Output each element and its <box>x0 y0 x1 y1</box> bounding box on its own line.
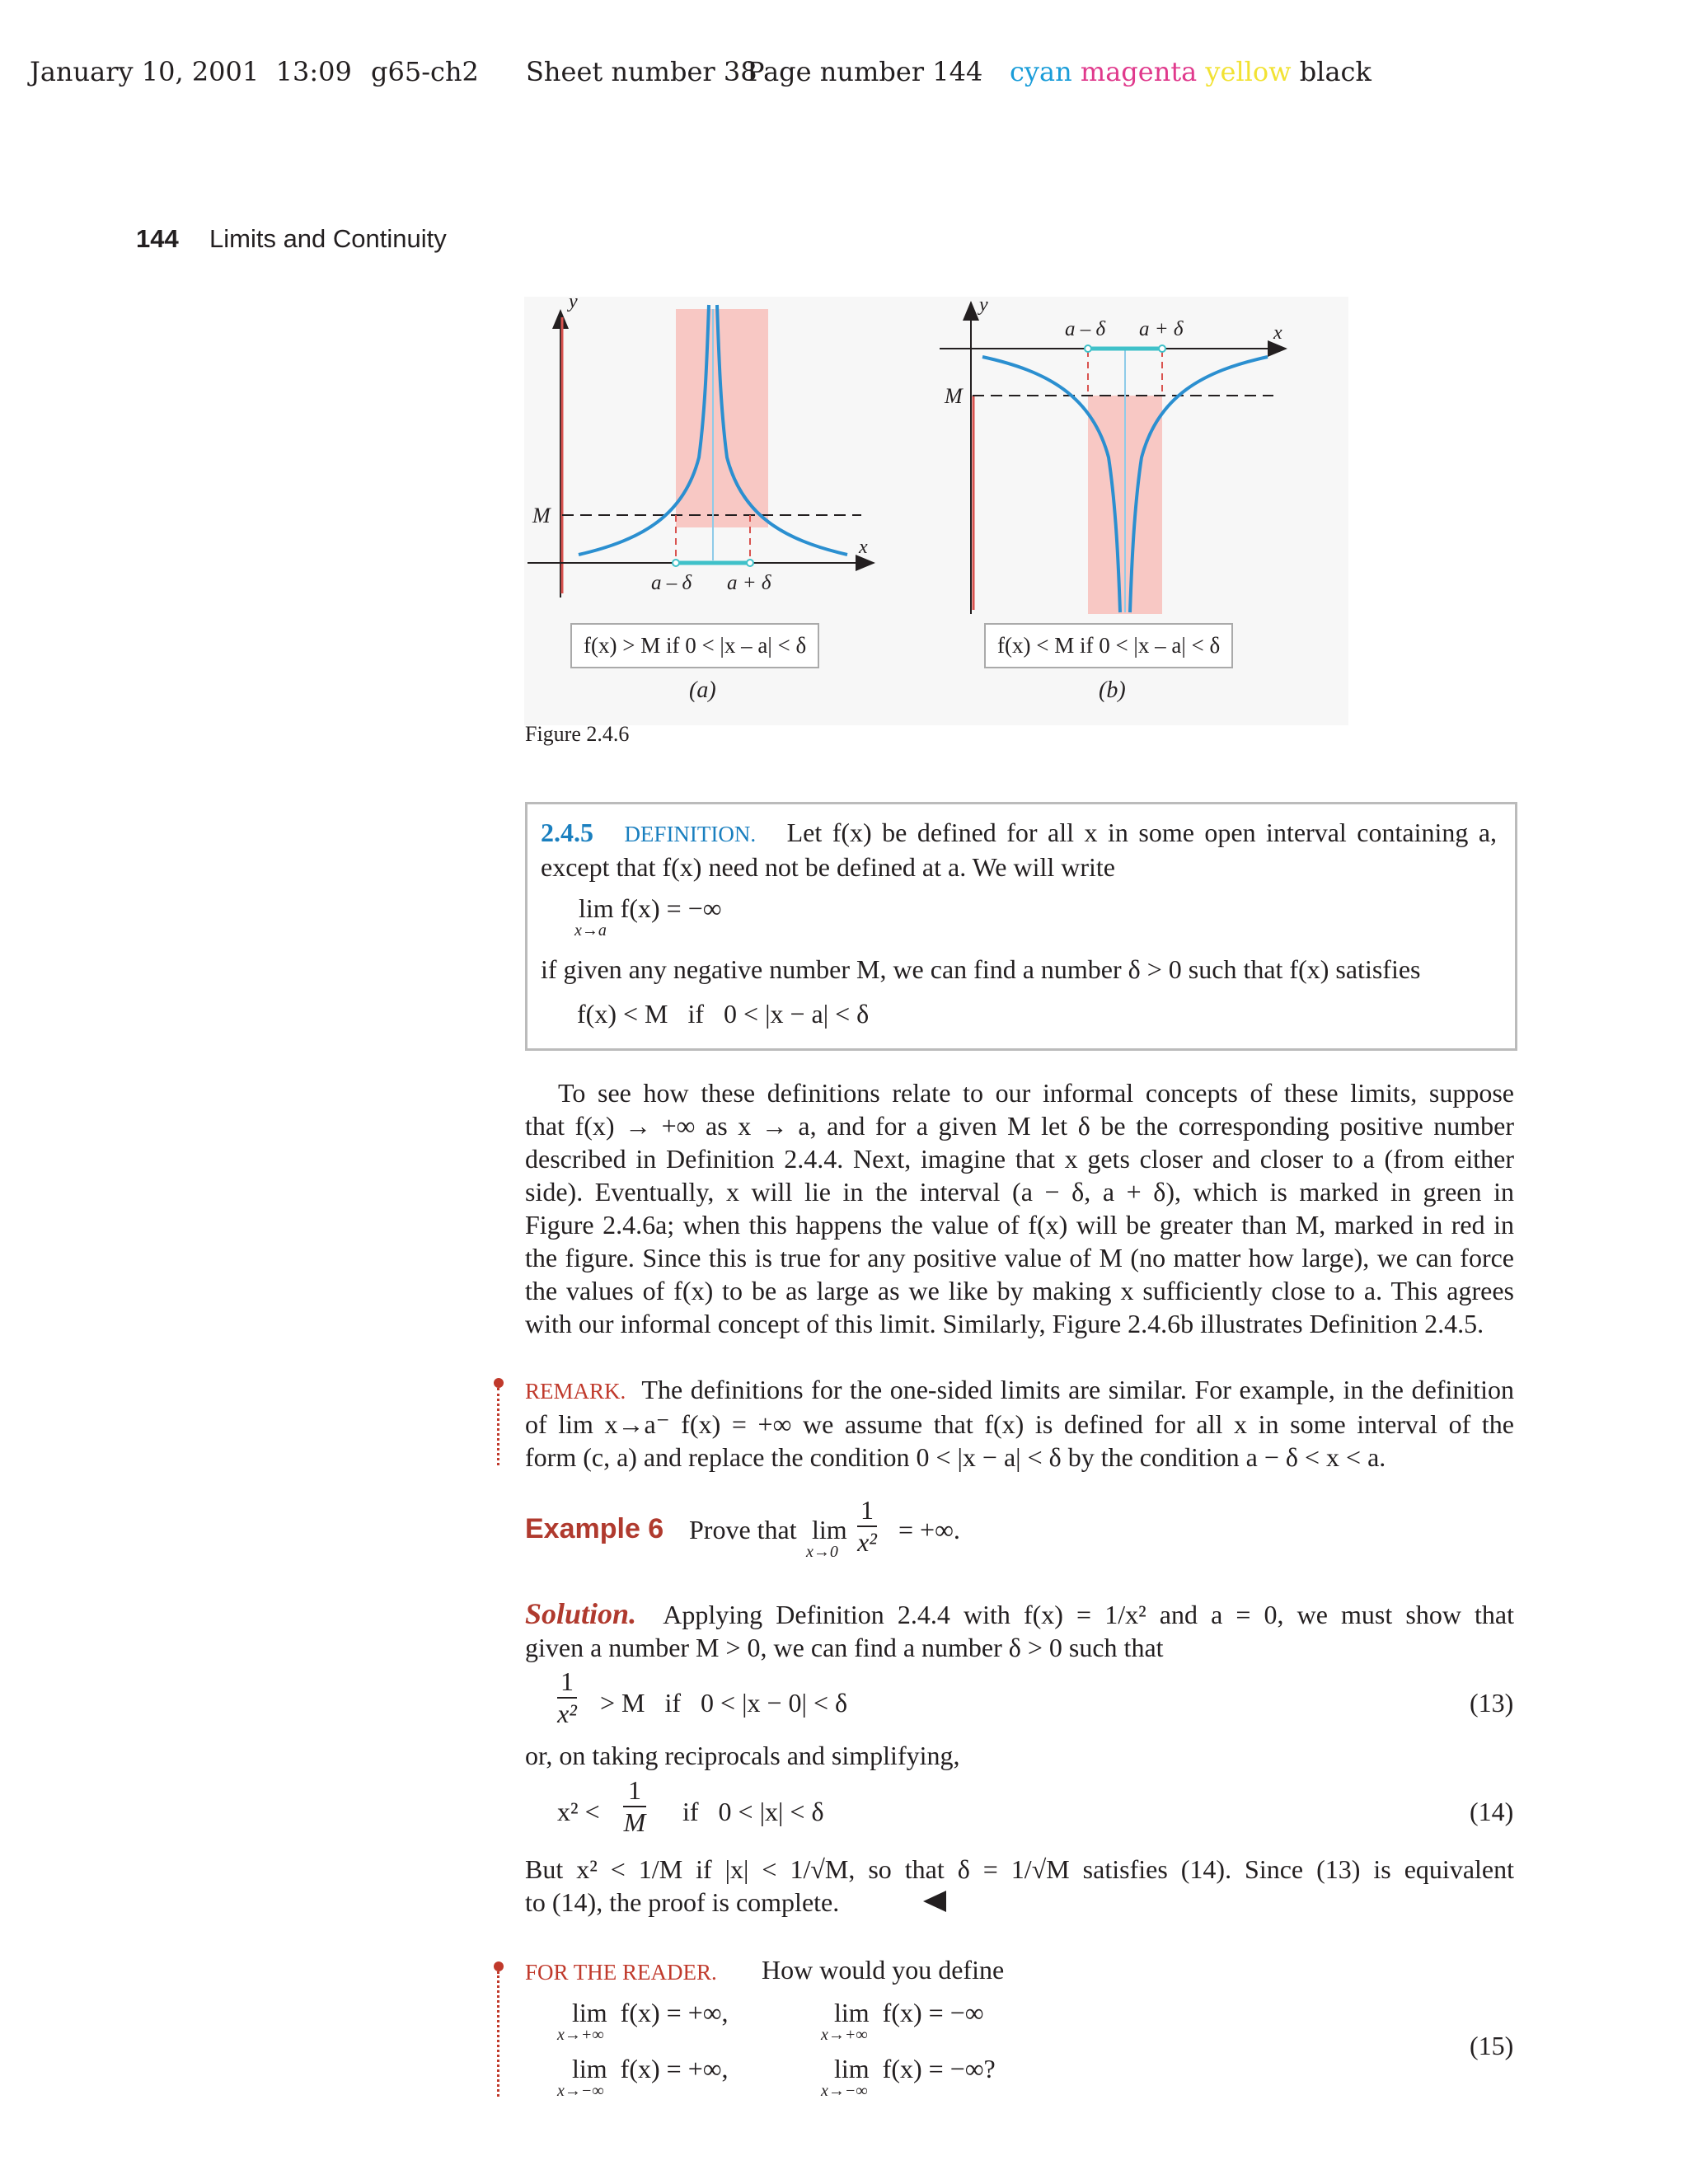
remark-block <box>525 1373 1514 1474</box>
figure-a <box>511 293 907 598</box>
reader-lim-3-sub: x→−∞ <box>557 2082 604 2100</box>
eq14-fraction <box>623 1775 646 1838</box>
para-line-1: To see how these definitions relate to our informal concepts of these limits, suppose <box>558 1078 1514 1108</box>
definition-intro-1: Let f(x) be defined for all x in some open interval containing a, <box>786 818 1498 847</box>
reader-label: FOR THE READER. <box>525 1960 717 1985</box>
remark-line-1: The definitions for the one-sided limits are similar. For example, in the definition <box>641 1375 1515 1404</box>
solution-block <box>525 1597 1514 1664</box>
eq13-fraction <box>557 1666 577 1729</box>
eq14-num: 1 <box>623 1775 646 1807</box>
m-label-a: M <box>532 504 551 527</box>
eq13-rest: > M if 0 < |x − 0| < δ <box>600 1688 848 1718</box>
eq13-den: x² <box>557 1699 577 1728</box>
para-line-2: that f(x) → +∞ as x → a, and for a given M let δ be the corresponding positive number <box>525 1111 1514 1141</box>
color-magenta: magenta <box>1080 56 1198 87</box>
para-line-5: Figure 2.4.6a; when this happens the value of f(x) will be greater than M, marked in red in <box>525 1210 1514 1240</box>
open-dot-left-b <box>1085 345 1091 352</box>
definition-limit-sub: x→a <box>574 921 607 940</box>
example-frac-den: x² <box>857 1527 877 1557</box>
figure-b <box>931 293 1311 614</box>
remark-marker <box>494 1378 504 1388</box>
header-page: Page number 144 <box>747 56 983 87</box>
color-yellow: yellow <box>1205 56 1292 87</box>
example-lim: lim <box>812 1515 847 1544</box>
chapter-title: Limits and Continuity <box>209 224 447 253</box>
reader-lim-3: lim f(x) = +∞, <box>572 2054 729 2083</box>
reader-lim-4-sub: x→−∞ <box>821 2082 868 2100</box>
example-tail: = +∞. <box>898 1515 960 1544</box>
remark-line-3: form (c, a) and replace the condition 0 < |x − a| < δ by the condition a − δ < x < a. <box>525 1442 1386 1472</box>
para-line-8: with our informal concept of this limit. Similarly, Figure 2.4.6b illustrates Definition 2.4.5. <box>525 1309 1484 1338</box>
eq14-rest: if 0 < |x| < δ <box>682 1797 824 1826</box>
main-paragraph <box>525 1076 1514 1340</box>
left-tick-a: a – δ <box>651 572 692 594</box>
remark-rail <box>497 1388 499 1465</box>
page-number: 144 <box>136 224 179 253</box>
right-tick-b: a + δ <box>1139 318 1184 340</box>
eq13-label: (13) <box>1470 1688 1514 1718</box>
reader-question: How would you define <box>762 1955 1005 1985</box>
para-line-7: the values of f(x) to be as large as we like by making x sufficiently close to a. This agrees <box>525 1276 1514 1305</box>
open-dot-right-a <box>747 560 753 566</box>
sublabel-b: (b) <box>1099 677 1126 703</box>
solution-between: or, on taking reciprocals and simplifying, <box>525 1741 960 1770</box>
para-line-3: described in Definition 2.4.4. Next, imagine that x gets closer and closer to a (from either <box>525 1144 1514 1174</box>
reader-lim-1: lim f(x) = +∞, <box>572 1998 729 2027</box>
left-tick-b: a – δ <box>1065 318 1106 340</box>
eq14-left: x² < <box>557 1797 600 1826</box>
reader-lim-2: lim f(x) = −∞ <box>834 1998 984 2027</box>
definition-inequality: f(x) < M if 0 < |x − a| < δ <box>577 999 870 1029</box>
reader-lim-1-sub: x→+∞ <box>557 2026 604 2044</box>
conclusion-line-1: But x² < 1/M if |x| < 1/√M, so that δ = 1/√M satisfies (14). Since (13) is equivalent <box>525 1854 1514 1884</box>
definition-condition: if given any negative number M, we can find a number δ > 0 such that f(x) satisfies <box>541 954 1421 984</box>
reader-lim-2-sub: x→+∞ <box>821 2026 868 2044</box>
sublabel-a: (a) <box>689 677 716 703</box>
header-colors <box>1010 56 1372 87</box>
reader-marker <box>494 1961 504 1971</box>
remark-line-2: of lim x→a⁻ f(x) = +∞ we assume that f(x) is defined for all x in some interval of the <box>525 1409 1514 1439</box>
caption-b: f(x) < M if 0 < |x – a| < δ <box>984 623 1233 668</box>
example-statement: Prove that <box>689 1515 797 1544</box>
y-label-a: y <box>569 293 578 312</box>
caption-a: f(x) > M if 0 < |x – a| < δ <box>570 623 819 668</box>
x-label-a: x <box>859 537 868 558</box>
definition-intro-2: except that f(x) need not be defined at a. We will write <box>541 852 1115 882</box>
eq13-num: 1 <box>557 1666 577 1699</box>
open-dot-left-a <box>673 560 679 566</box>
reader-rail <box>497 1971 499 2097</box>
example-label: Example 6 <box>525 1513 664 1544</box>
color-cyan: cyan <box>1010 56 1072 87</box>
solution-label: Solution. <box>525 1597 637 1630</box>
definition-number: 2.4.5 <box>541 818 593 847</box>
reader-lim-4: lim f(x) = −∞? <box>834 2054 996 2083</box>
para-line-6: the figure. Since this is true for any positive value of M (no matter how large), we can force <box>525 1243 1514 1272</box>
example-lim-sub: x→0 <box>806 1543 838 1561</box>
header-code: g65-ch2 <box>371 56 479 87</box>
eq14-label: (14) <box>1470 1797 1514 1826</box>
x-label-b: x <box>1273 322 1282 344</box>
solution-line-1: Applying Definition 2.4.4 with f(x) = 1/x² and a = 0, we must show that <box>663 1600 1515 1629</box>
eq14-den: M <box>623 1807 646 1837</box>
definition-limit: lim f(x) = −∞ <box>579 893 722 923</box>
end-of-proof-icon <box>921 1889 948 1914</box>
solution-line-2: given a number M > 0, we can find a number δ > 0 such that <box>525 1633 1164 1662</box>
figure-label: Figure 2.4.6 <box>525 722 630 746</box>
open-dot-right-b <box>1159 345 1165 352</box>
solution-conclusion <box>525 1853 1514 1919</box>
definition-text <box>541 816 1497 883</box>
remark-label: REMARK. <box>525 1379 626 1404</box>
m-label-b: M <box>945 384 963 408</box>
para-line-4: side). Eventually, x will lie in the interval (a − δ, a + δ), which is marked in green in <box>525 1177 1514 1207</box>
example-fraction <box>857 1495 877 1558</box>
example-frac-num: 1 <box>857 1495 877 1527</box>
color-black: black <box>1299 56 1372 87</box>
header-date: January 10, 2001 13:09 <box>30 56 352 87</box>
right-tick-a: a + δ <box>727 572 771 594</box>
conclusion-line-2: to (14), the proof is complete. <box>525 1887 840 1917</box>
definition-label: DEFINITION. <box>624 822 757 846</box>
y-label-b: y <box>979 294 988 316</box>
eq15-label: (15) <box>1470 2031 1514 2060</box>
header-sheet: Sheet number 38 <box>526 56 757 87</box>
